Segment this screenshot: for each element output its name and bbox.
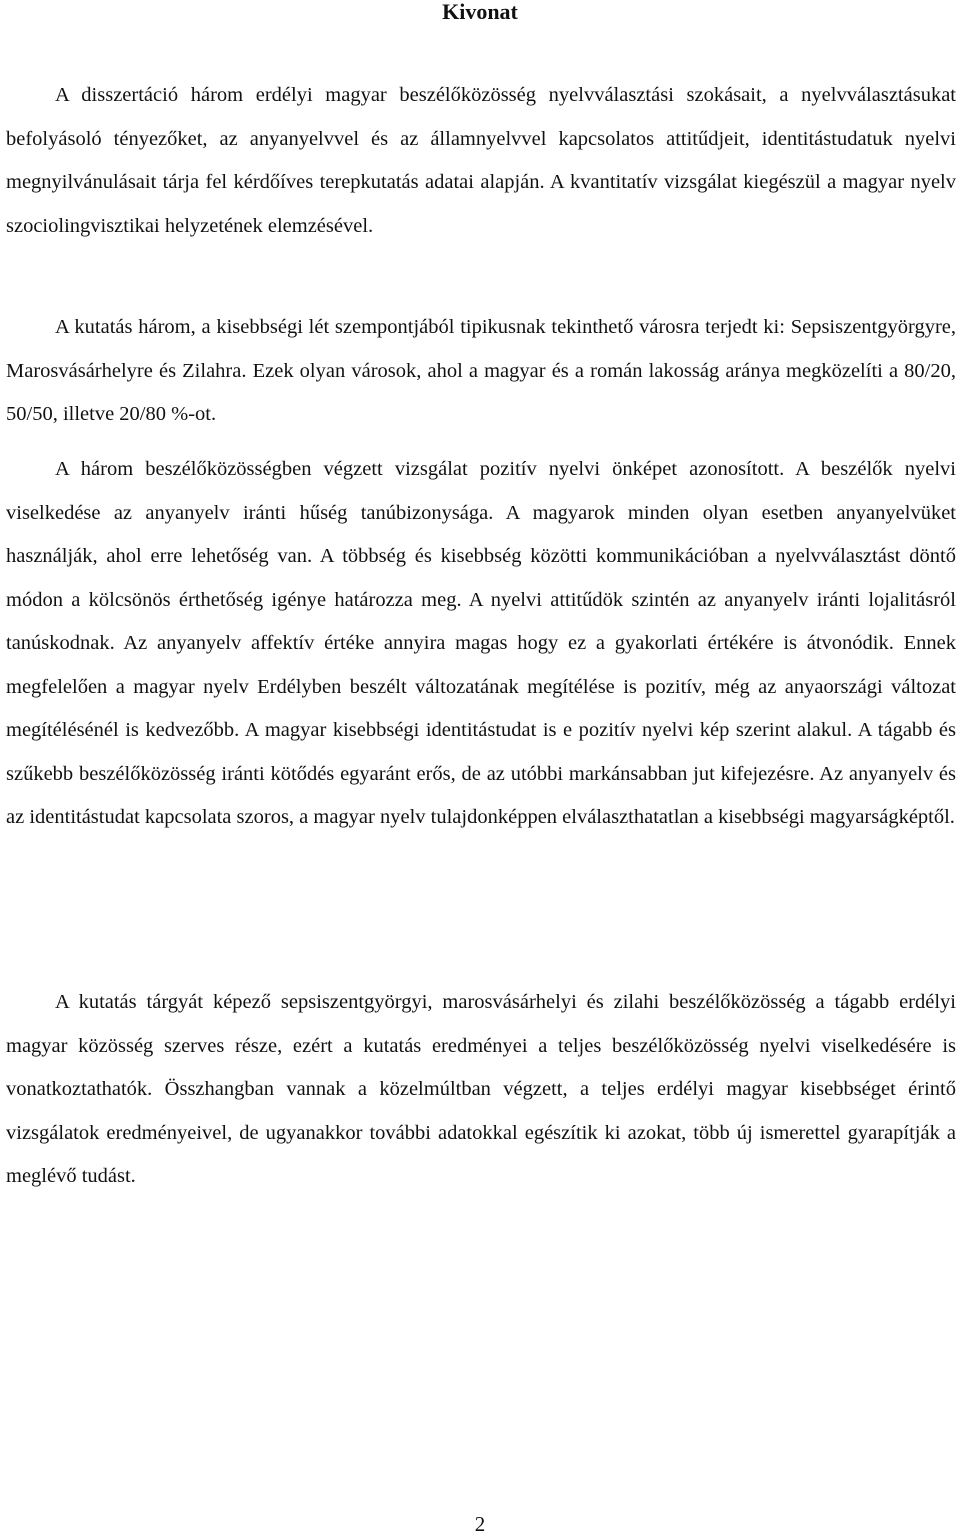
abstract-paragraph-2: A kutatás három, a kisebbségi lét szempontjából tipikusnak tekinthető városra terjedt ki: Sepsiszentgyörgyre, Marosvásárhelyre és Zilahra. Ezek olyan városok, ahol a magyar és a román lakosság aránya megközelíti a 80/20, 50/50, illetve 20/80 %-ot.	[6, 316, 956, 425]
abstract-paragraph-4: A kutatás tárgyát képező sepsiszentgyörgyi, marosvásárhelyi és zilahi beszélőközösség a tágabb erdélyi magyar közösség szerves része, ezért a kutatás eredményei a teljes beszélőközösség nyelvi viselkedésére is vonatkoztathatók. Összhangban vannak a közelmúltban végzett, a teljes erdélyi magyar kisebbséget érintő vizsgálatok eredményeivel, de ugyanakkor további adatokkal egészítik ki azokat, több új ismerettel gyarapítják a meglévő tudást.	[6, 991, 956, 1187]
page-title: Kivonat	[442, 0, 518, 24]
abstract-paragraph-1: A disszertáció három erdélyi magyar beszélőközösség nyelvválasztási szokásait, a nyelvválasztásukat befolyásoló tényezőket, az anyanyelvvel és az államnyelvvel kapcsolatos attitűdjeit, identitástudatuk nyelvi megnyilvánulásait tárja fel kérdőíves terepkutatás adatai alapján. A kvantitatív vizsgálat kiegészül a magyar nyelv szociolingvisztikai helyzetének elemzésével.	[6, 84, 956, 237]
page-number: 2	[474, 1512, 486, 1536]
abstract-paragraph-3: A három beszélőközösségben végzett vizsgálat pozitív nyelvi önképet azonosított. A beszélők nyelvi viselkedése az anyanyelv iránti hűség tanúbizonysága. A magyarok minden olyan esetben anyanyelvüket használják, ahol erre lehetőség van. A többség és kisebbség közötti kommunikációban a nyelvválasztást döntő módon a kölcsönös érthetőség igénye határozza meg. A nyelvi attitűdök szintén az anyanyelv iránti lojalitásról tanúskodnak. Az anyanyelv affektív értéke annyira magas hogy ez a gyakorlati értékére is átvonódik. Ennek megfelelően a magyar nyelv Erdélyben beszélt változatának megítélése is pozitív, még az anyaországi változat megítélésénél is kedvezőbb. A magyar kisebbségi identitástudat is e pozitív nyelvi kép szerint alakul. A tágabb és szűkebb beszélőközösség iránti kötődés egyaránt erős, de az utóbbi markánsabban jut kifejezésre. Az anyanyelv és az identitástudat kapcsolata szoros, a magyar nyelv tulajdonképpen elválaszthatatlan a kisebbségi magyarságképtől.	[6, 458, 956, 828]
